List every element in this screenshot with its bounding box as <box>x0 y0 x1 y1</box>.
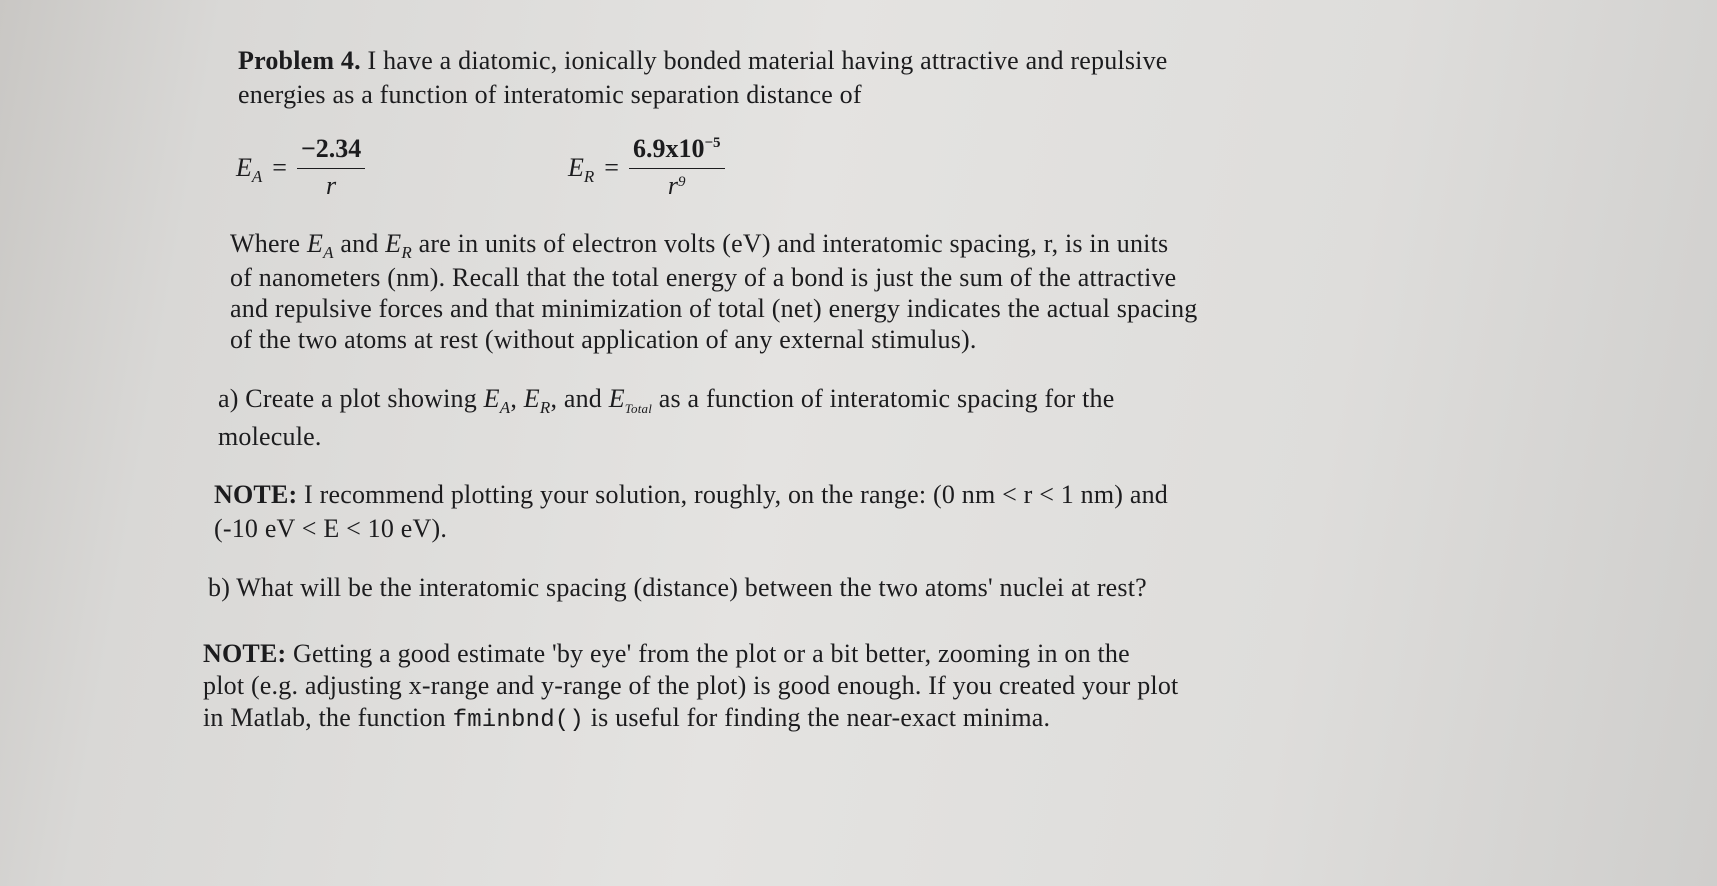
er-equals: = <box>604 152 619 182</box>
er-fraction <box>629 134 725 201</box>
ea-fraction <box>297 134 365 201</box>
ea-part-a-symbol: $E_A$ <box>483 384 511 417</box>
ea-symbol: $E_A$ <box>236 152 263 186</box>
er-numerator: $6.9x10^{-5}$ <box>629 134 725 169</box>
part-a-line-2: molecule. <box>218 422 322 451</box>
part-a <box>218 382 1298 454</box>
equation-repulsive <box>568 134 725 201</box>
part-b-text: b) What will be the interatomic spacing (distance) between the two atoms' nuclei at rest? <box>208 573 1147 602</box>
intro-line-1 <box>238 44 1298 78</box>
ea-numerator: −2.34 <box>297 134 365 169</box>
intro-text-1: I have a diatomic, ionically bonded material having attractive and repulsive <box>367 46 1168 75</box>
note-1-label: NOTE: <box>214 480 298 509</box>
where-line-3: and repulsive forces and that minimization of total (net) energy indicates the actual spacing <box>230 294 1198 323</box>
where-line-4: of the two atoms at rest (without application of any external stimulus). <box>230 325 977 354</box>
ea-inline-symbol: $E_A$ <box>306 229 334 262</box>
note-2-line-3: in Matlab, the function fminbnd() is useful for finding the near-exact minima. <box>203 703 1051 734</box>
note-2-label: NOTE: <box>203 639 287 668</box>
note-1 <box>214 478 1304 546</box>
problem-intro <box>238 44 1298 112</box>
where-line-2: of nanometers (nm). Recall that the total energy of a bond is just the sum of the attractive <box>230 263 1177 292</box>
er-symbol: $E_R$ <box>568 152 595 186</box>
where-paragraph <box>230 228 1290 355</box>
matlab-function-name: fminbnd() <box>452 707 585 734</box>
intro-line-2: energies as a function of interatomic separation distance of <box>238 80 862 109</box>
note-2-line-1: NOTE: Getting a good estimate 'by eye' from the plot or a bit better, zooming in on the <box>203 639 1130 668</box>
part-a-line-1: a) Create a plot showing $E_A$, $E_R$, and $E_{Total}$ as a function of interatomic spacing for the <box>218 384 1115 417</box>
note-1-line-1: NOTE: I recommend plotting your solution, roughly, on the range: (0 nm < r < 1 nm) and <box>214 480 1168 509</box>
et-part-a-symbol: $E_{Total}$ <box>608 384 653 416</box>
part-b <box>208 571 1308 605</box>
problem-heading: Problem 4. <box>238 46 361 75</box>
er-part-a-symbol: $E_R$ <box>523 384 551 417</box>
er-denominator: $r^9$ <box>667 171 686 200</box>
ea-equals: = <box>272 152 287 182</box>
er-inline-symbol: $E_R$ <box>385 229 412 262</box>
note-2 <box>203 638 1313 737</box>
where-line-1: Where $E_A$ and $E_R$ are in units of electron volts (eV) and interatomic spacing, r, is in units <box>230 229 1169 262</box>
note-2-line-2: plot (e.g. adjusting x-range and y-range of the plot) is good enough. If you created your plot <box>203 671 1179 700</box>
ea-denominator: r <box>326 171 337 200</box>
equation-attractive <box>236 134 365 201</box>
note-1-line-2: (-10 eV < E < 10 eV). <box>214 514 448 543</box>
